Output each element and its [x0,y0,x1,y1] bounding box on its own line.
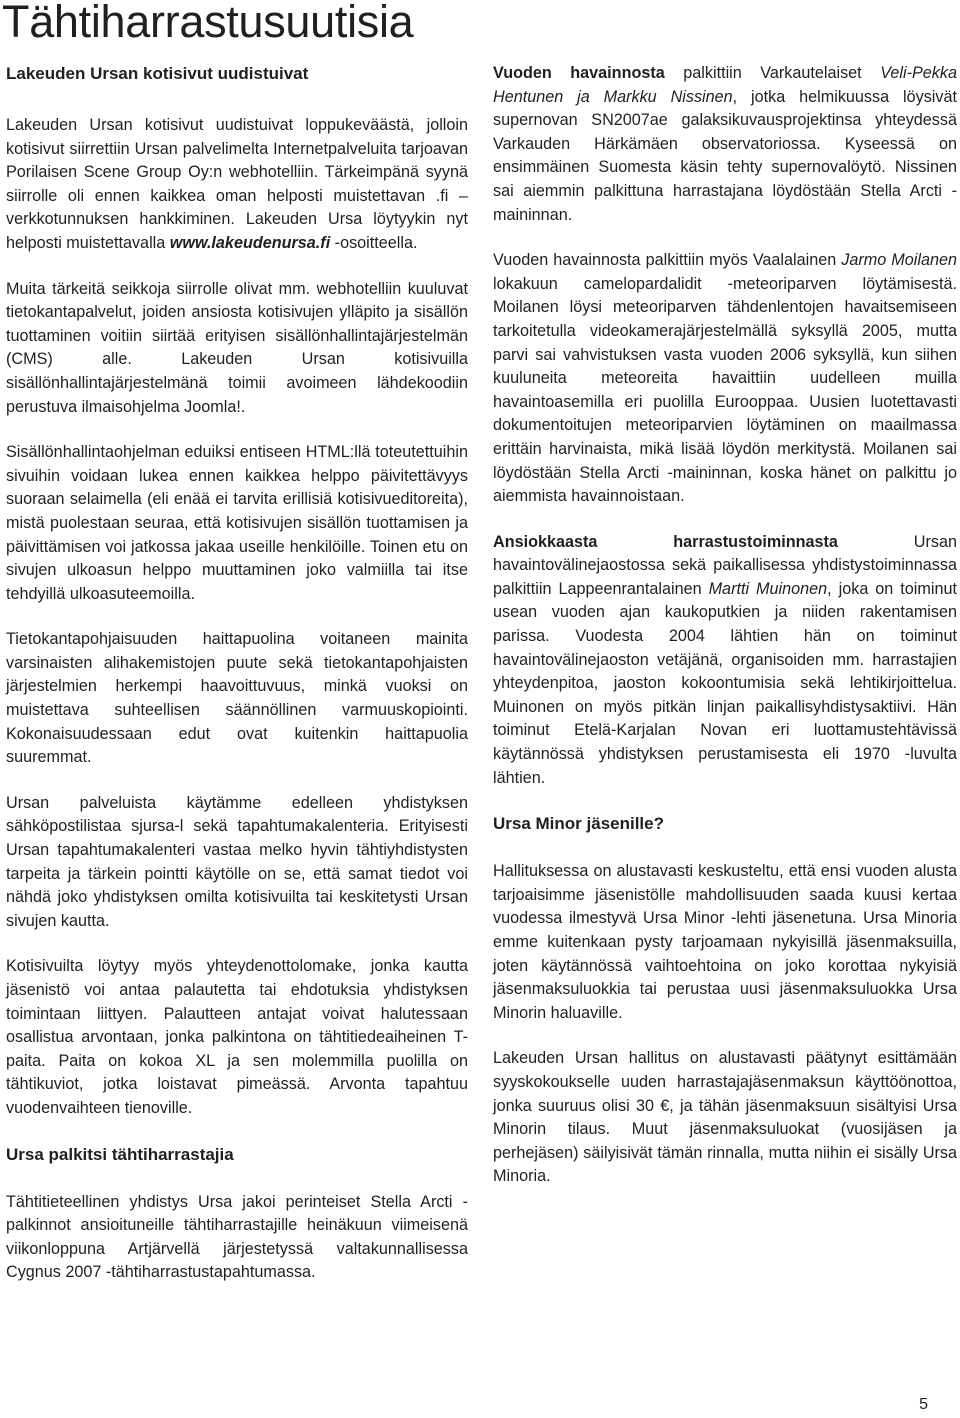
article-heading-homepage: Lakeuden Ursan kotisivut uudistuivat [6,64,309,83]
left-column [6,62,468,1307]
page-title: Tähtiharrastusuutisia [2,0,414,47]
paragraph: Hallituksessa on alustavasti keskusteltu, että ensi vuoden alusta tarjoaisimme jäsenistölle mahdollisuuden saada kuusi kertaa vuodessa ilmestyvä Ursa Minor -lehti jäsenetuna. Ursa Minoria emme kuitenkaan pysty tarjoamaan nykyisillä jäsenmaksuilla, joten käytännössä vaihtoehtoina on joko korottaa nykyisiä jäsenmaksuluokkia tai perustaa uusi jäsenmaksuluokka Ursa Minorin haluaville. [493,862,957,1022]
right-column [493,62,957,1211]
paragraph: Ansiokkaasta harrastustoiminnasta Ursan havaintovälinejaostossa sekä paikallisessa yhdistystoiminnassa palkittiin Lappeenrantalainen Martti Muinonen, joka on toiminut usean vuoden ajan kaukoputkien ja niiden rakentamisen parissa. Vuodesta 2004 lähtien hän on toiminut havaintovälinejaoston vetäjänä, organisoiden mm. harrastajien yhteydenpitoa, jaoston kokoontumisia sekä lehtikirjoittelua. Muinonen on myös pitkän linjan paikallisyhdistysaktiivi. Hän toiminut Etelä-Karjalan Novan eri luottamustehtävissä käytännössä yhdistyksen perustamisesta eli 1970 -luvulta lähtien. [493,532,957,787]
article-heading-ursa-minor: Ursa Minor jäsenille? [493,814,664,834]
paragraph: Kotisivuilta löytyy myös yhteydenottolomake, jonka kautta jäsenistö voi antaa palautetta tai ehdotuksia yhdistyksen toimintaan liittyen. Palautteen antajat voivat halutessaan osallistua arvontaan, jonka palkintona on tähtitiedeaiheinen T-paita. Paita on kokoa XL ja sen molemmilla puolilla on tähtikuviot, jotka loistavat pimeässä. Arvonta tapahtuu vuodenvaihteen tienoville. [6,957,468,1117]
paragraph: Tietokantapohjaisuuden haittapuolina voitaneen mainita varsinaisten alihakemistojen puute sekä tietokantapohjaisten järjestelmien herkempi haavoittuvuus, minkä vuoksi on muistettava suhteellisen säännöllinen varmuuskopiointi. Kokonaisuudessaan edut ovat kuitenkin haittapuolia suuremmat. [6,630,468,767]
paragraph: Lakeuden Ursan kotisivut uudistuivat loppukeväästä, jolloin kotisivut siirrettiin Ursan palvelimelta Internetpalveluita tarjoavan Porilaisen Scene Group Oy:n webhotelliin. Tärkeimpänä syynä siirrolle oli ennen kaikkea oman helposti muistettavan .fi –verkkotunnuksen hankkiminen. Lakeuden Ursa löytyykin nyt helposti muistettavalla www.lakeudenursa.fi -osoitteella. [6,116,468,252]
paragraph: Lakeuden Ursan hallitus on alustavasti päätynyt esittämään syyskokoukselle uuden harrastajajäsenmaksun käyttöönottoa, jonka suuruus olisi 30 €, ja tähän jäsenmaksuun sisältyisi Ursa Minorin tilaus. Muut jäsenmaksuluokat (vuosijäsen ja perhejäsen) säilyisivät tämän rinnalla, mutta niihin ei sisälly Ursa Minoria. [493,1049,957,1186]
paragraph: Vuoden havainnosta palkittiin myös Vaalalainen Jarmo Moilanen lokakuun camelopardalidit -meteoriparven löytämisestä. Moilanen löysi meteoriparven tähdenlentojen havaitsemiseen tarkoitetulla videokamerajärjestelmällä syksyllä 2005, mutta parvi sai vahvistuksen vasta vuoden 2006 syksyllä, kun siihen kuuluneita meteoreita havaittiin uudelleen muilla havaintoasemilla eri puolilla Eurooppaa. Uusien luotettavasti dokumentoitujen meteoriparvien löytäminen on maailmassa erittäin harvinaista, mikä lisää löydön merkitystä. Moilanen sai löydöstään Stella Arcti -maininnan, koska hänet on palkittu jo aiemmista havainnoistaan. [493,251,957,506]
page-number: 5 [919,1396,928,1413]
paragraph: Tähtitieteellinen yhdistys Ursa jakoi perinteiset Stella Arcti -palkinnot ansioituneille tähtiharrastajille heinäkuun viimeisenä viikonloppuna Artjärvellä järjestetyssä valtakunnallisessa Cygnus 2007 -tähtiharrastustapahtumassa. [6,1192,468,1282]
article-heading-awards: Ursa palkitsi tähtiharrastajia [6,1144,234,1164]
website-url: www.lakeudenursa.fi [169,233,331,252]
paragraph: Vuoden havainnosta palkittiin Varkautelaiset Veli-Pekka Hentunen ja Markku Nissinen, jotka helmikuussa löysivät supernovan SN2007ae galaksikuvausprojektinsa yhteydessä Varkauden Härkämäen observatoriossa. Kyseessä on ensimmäinen Suomesta käsin tehty supernovalöytö. Nissinen sai aiemmin palkittuna harrastajana löydöstään Stella Arcti -maininnan. [493,64,957,224]
paragraph: Muita tärkeitä seikkoja siirrolle olivat mm. webhotelliin kuuluvat tietokantapalvelut, joiden ansiosta kotisivujen ylläpito ja sisällön tuottaminen voitiin siirtää erityisen sisällönhallintajärjestelmän (CMS) alle. Lakeuden Ursan kotisivuilla sisällönhallintajärjestelmänä toimii avoimeen lähdekoodiin perustuva ilmaisohjelma Joomla!. [6,279,468,416]
paragraph: Ursan palveluista käytämme edelleen yhdistyksen sähköpostilistaa sjursa-l sekä tapahtumakalenteria. Erityisesti Ursan tapahtumakalenteri vastaa melko hyvin tähtiyhdistysten tarpeita ja tärkein pointti käytölle on se, että samat tiedot voi nähdä joko yhdistyksen omilta kotisivuilta tai keskitetysti Ursan sivujen kautta. [6,793,468,930]
paragraph: Sisällönhallintaohjelman eduiksi entiseen HTML:llä toteutettuihin sivuihin voidaan lukea ennen kaikkea helppo päivitettävyys suoraan selaimella (eli enää ei tarvita erillisiä kotisivueditoreita), mistä puolestaan seuraa, että kotisivujen sisällön tuottamisen ja päivittämisen voi jatkossa jakaa useille henkilöille. Toinen etu on sivujen ulkoasun helppo muuttaminen joko valmiilla tai itse tehdyillä ulkoasuteemoilla. [6,443,468,603]
